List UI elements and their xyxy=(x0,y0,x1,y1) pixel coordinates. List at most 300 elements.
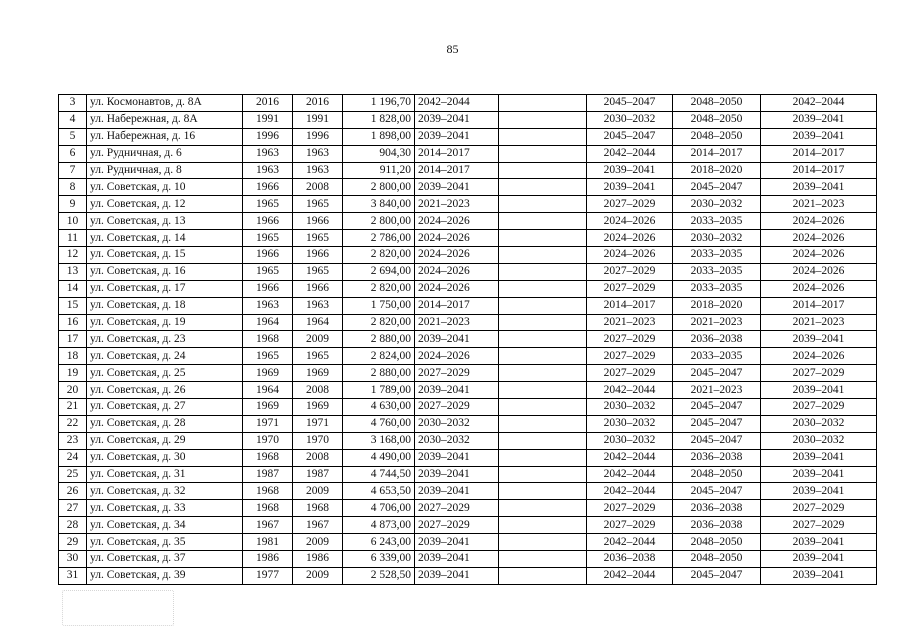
address-cell: ул. Советская, д. 12 xyxy=(87,196,243,213)
period-4-cell: 2048–2050 xyxy=(673,128,761,145)
period-5-cell: 2027–2029 xyxy=(761,500,877,517)
row-number-cell: 5 xyxy=(59,128,87,145)
period-2-cell xyxy=(499,399,587,416)
period-2-cell xyxy=(499,551,587,568)
period-5-cell: 2027–2029 xyxy=(761,399,877,416)
year-built-cell: 1963 xyxy=(243,145,293,162)
period-1-cell: 2024–2026 xyxy=(415,213,499,230)
year-built-cell: 1963 xyxy=(243,162,293,179)
row-number-cell: 26 xyxy=(59,483,87,500)
year-built-cell: 1966 xyxy=(243,179,293,196)
address-cell: ул. Советская, д. 37 xyxy=(87,551,243,568)
year-built-cell: 1981 xyxy=(243,534,293,551)
period-2-cell xyxy=(499,196,587,213)
period-2-cell xyxy=(499,348,587,365)
period-1-cell: 2027–2029 xyxy=(415,399,499,416)
year-built-cell: 1966 xyxy=(243,247,293,264)
period-2-cell xyxy=(499,280,587,297)
period-3-cell: 2027–2029 xyxy=(587,196,673,213)
year-commissioned-cell: 1963 xyxy=(293,162,343,179)
table-row xyxy=(59,365,877,382)
year-built-cell: 1965 xyxy=(243,196,293,213)
period-1-cell: 2039–2041 xyxy=(415,128,499,145)
year-commissioned-cell: 2008 xyxy=(293,449,343,466)
year-commissioned-cell: 1969 xyxy=(293,365,343,382)
period-5-cell: 2014–2017 xyxy=(761,162,877,179)
period-4-cell: 2045–2047 xyxy=(673,432,761,449)
area-cell: 1 196,70 xyxy=(343,95,415,112)
address-cell: ул. Советская, д. 35 xyxy=(87,534,243,551)
row-number-cell: 24 xyxy=(59,449,87,466)
period-1-cell: 2021–2023 xyxy=(415,196,499,213)
period-2-cell xyxy=(499,331,587,348)
period-5-cell: 2039–2041 xyxy=(761,567,877,584)
year-built-cell: 1987 xyxy=(243,466,293,483)
row-number-cell: 30 xyxy=(59,551,87,568)
row-number-cell: 17 xyxy=(59,331,87,348)
address-cell: ул. Рудничная, д. 8 xyxy=(87,162,243,179)
table-row xyxy=(59,551,877,568)
table-row xyxy=(59,415,877,432)
year-commissioned-cell: 2016 xyxy=(293,95,343,112)
year-commissioned-cell: 1965 xyxy=(293,263,343,280)
table-row xyxy=(59,399,877,416)
area-cell: 911,20 xyxy=(343,162,415,179)
period-1-cell: 2039–2041 xyxy=(415,534,499,551)
year-built-cell: 1977 xyxy=(243,567,293,584)
period-1-cell: 2027–2029 xyxy=(415,517,499,534)
table-row xyxy=(59,162,877,179)
period-1-cell: 2024–2026 xyxy=(415,263,499,280)
period-2-cell xyxy=(499,534,587,551)
table-row xyxy=(59,128,877,145)
row-number-cell: 31 xyxy=(59,567,87,584)
address-cell: ул. Советская, д. 16 xyxy=(87,263,243,280)
table-row xyxy=(59,382,877,399)
area-cell: 2 880,00 xyxy=(343,331,415,348)
table-row xyxy=(59,534,877,551)
period-5-cell: 2042–2044 xyxy=(761,95,877,112)
year-built-cell: 1965 xyxy=(243,230,293,247)
area-cell: 2 820,00 xyxy=(343,247,415,264)
year-commissioned-cell: 2009 xyxy=(293,534,343,551)
period-2-cell xyxy=(499,230,587,247)
period-4-cell: 2033–2035 xyxy=(673,247,761,264)
period-4-cell: 2045–2047 xyxy=(673,567,761,584)
period-3-cell: 2042–2044 xyxy=(587,567,673,584)
period-3-cell: 2024–2026 xyxy=(587,230,673,247)
period-1-cell: 2024–2026 xyxy=(415,247,499,264)
period-4-cell: 2036–2038 xyxy=(673,517,761,534)
period-5-cell: 2039–2041 xyxy=(761,128,877,145)
address-cell: ул. Советская, д. 17 xyxy=(87,280,243,297)
year-built-cell: 1968 xyxy=(243,483,293,500)
address-cell: ул. Советская, д. 24 xyxy=(87,348,243,365)
period-4-cell: 2033–2035 xyxy=(673,348,761,365)
area-cell: 2 800,00 xyxy=(343,179,415,196)
period-2-cell xyxy=(499,382,587,399)
period-2-cell xyxy=(499,162,587,179)
area-cell: 3 840,00 xyxy=(343,196,415,213)
year-commissioned-cell: 1966 xyxy=(293,213,343,230)
year-built-cell: 1968 xyxy=(243,331,293,348)
year-built-cell: 1996 xyxy=(243,128,293,145)
period-5-cell: 2021–2023 xyxy=(761,196,877,213)
area-cell: 2 694,00 xyxy=(343,263,415,280)
period-1-cell: 2024–2026 xyxy=(415,230,499,247)
year-built-cell: 2016 xyxy=(243,95,293,112)
row-number-cell: 23 xyxy=(59,432,87,449)
period-1-cell: 2039–2041 xyxy=(415,331,499,348)
year-built-cell: 1991 xyxy=(243,111,293,128)
row-number-cell: 12 xyxy=(59,247,87,264)
address-cell: ул. Советская, д. 27 xyxy=(87,399,243,416)
area-cell: 4 490,00 xyxy=(343,449,415,466)
row-number-cell: 4 xyxy=(59,111,87,128)
period-4-cell: 2048–2050 xyxy=(673,111,761,128)
row-number-cell: 27 xyxy=(59,500,87,517)
period-5-cell: 2024–2026 xyxy=(761,213,877,230)
row-number-cell: 9 xyxy=(59,196,87,213)
area-cell: 1 789,00 xyxy=(343,382,415,399)
year-commissioned-cell: 1970 xyxy=(293,432,343,449)
year-commissioned-cell: 2008 xyxy=(293,382,343,399)
period-3-cell: 2042–2044 xyxy=(587,534,673,551)
year-built-cell: 1969 xyxy=(243,365,293,382)
period-1-cell: 2027–2029 xyxy=(415,500,499,517)
year-built-cell: 1968 xyxy=(243,500,293,517)
address-cell: ул. Советская, д. 28 xyxy=(87,415,243,432)
table-row xyxy=(59,314,877,331)
period-1-cell: 2042–2044 xyxy=(415,95,499,112)
period-3-cell: 2030–2032 xyxy=(587,399,673,416)
period-5-cell: 2039–2041 xyxy=(761,331,877,348)
period-2-cell xyxy=(499,466,587,483)
row-number-cell: 21 xyxy=(59,399,87,416)
period-3-cell: 2045–2047 xyxy=(587,95,673,112)
period-2-cell xyxy=(499,432,587,449)
table-row xyxy=(59,517,877,534)
address-cell: ул. Советская, д. 10 xyxy=(87,179,243,196)
address-cell: ул. Набережная, д. 16 xyxy=(87,128,243,145)
year-built-cell: 1966 xyxy=(243,213,293,230)
period-1-cell: 2039–2041 xyxy=(415,466,499,483)
period-3-cell: 2027–2029 xyxy=(587,517,673,534)
year-built-cell: 1971 xyxy=(243,415,293,432)
year-built-cell: 1969 xyxy=(243,399,293,416)
period-1-cell: 2030–2032 xyxy=(415,432,499,449)
period-2-cell xyxy=(499,179,587,196)
area-cell: 2 880,00 xyxy=(343,365,415,382)
period-5-cell: 2039–2041 xyxy=(761,483,877,500)
row-number-cell: 8 xyxy=(59,179,87,196)
address-cell: ул. Советская, д. 13 xyxy=(87,213,243,230)
period-4-cell: 2018–2020 xyxy=(673,162,761,179)
table-row xyxy=(59,466,877,483)
area-cell: 4 873,00 xyxy=(343,517,415,534)
period-2-cell xyxy=(499,517,587,534)
year-commissioned-cell: 1986 xyxy=(293,551,343,568)
row-number-cell: 13 xyxy=(59,263,87,280)
table-row xyxy=(59,263,877,280)
period-3-cell: 2027–2029 xyxy=(587,348,673,365)
period-1-cell: 2014–2017 xyxy=(415,297,499,314)
year-built-cell: 1964 xyxy=(243,314,293,331)
area-cell: 6 339,00 xyxy=(343,551,415,568)
period-4-cell: 2045–2047 xyxy=(673,365,761,382)
table-row xyxy=(59,449,877,466)
period-5-cell: 2024–2026 xyxy=(761,230,877,247)
year-commissioned-cell: 1963 xyxy=(293,297,343,314)
address-cell: ул. Набережная, д. 8А xyxy=(87,111,243,128)
row-number-cell: 14 xyxy=(59,280,87,297)
table-row xyxy=(59,145,877,162)
period-1-cell: 2024–2026 xyxy=(415,348,499,365)
row-number-cell: 15 xyxy=(59,297,87,314)
period-3-cell: 2042–2044 xyxy=(587,382,673,399)
year-commissioned-cell: 1964 xyxy=(293,314,343,331)
table-row xyxy=(59,331,877,348)
period-1-cell: 2039–2041 xyxy=(415,179,499,196)
period-5-cell: 2027–2029 xyxy=(761,365,877,382)
address-cell: ул. Советская, д. 32 xyxy=(87,483,243,500)
area-cell: 1 750,00 xyxy=(343,297,415,314)
period-2-cell xyxy=(499,263,587,280)
period-5-cell: 2024–2026 xyxy=(761,263,877,280)
address-cell: ул. Советская, д. 23 xyxy=(87,331,243,348)
period-2-cell xyxy=(499,111,587,128)
period-2-cell xyxy=(499,415,587,432)
table-body xyxy=(59,95,877,585)
period-4-cell: 2021–2023 xyxy=(673,314,761,331)
year-commissioned-cell: 1966 xyxy=(293,247,343,264)
period-4-cell: 2018–2020 xyxy=(673,297,761,314)
period-2-cell xyxy=(499,567,587,584)
table-row xyxy=(59,213,877,230)
period-3-cell: 2021–2023 xyxy=(587,314,673,331)
period-5-cell: 2014–2017 xyxy=(761,145,877,162)
table-row xyxy=(59,483,877,500)
year-built-cell: 1968 xyxy=(243,449,293,466)
period-4-cell: 2036–2038 xyxy=(673,500,761,517)
row-number-cell: 25 xyxy=(59,466,87,483)
period-4-cell: 2021–2023 xyxy=(673,382,761,399)
period-3-cell: 2030–2032 xyxy=(587,415,673,432)
address-cell: ул. Советская, д. 19 xyxy=(87,314,243,331)
period-2-cell xyxy=(499,365,587,382)
period-4-cell: 2048–2050 xyxy=(673,466,761,483)
year-commissioned-cell: 1965 xyxy=(293,230,343,247)
period-1-cell: 2024–2026 xyxy=(415,280,499,297)
period-2-cell xyxy=(499,314,587,331)
row-number-cell: 18 xyxy=(59,348,87,365)
address-cell: ул. Советская, д. 29 xyxy=(87,432,243,449)
period-4-cell: 2033–2035 xyxy=(673,213,761,230)
address-cell: ул. Космонавтов, д. 8А xyxy=(87,95,243,112)
row-number-cell: 7 xyxy=(59,162,87,179)
row-number-cell: 6 xyxy=(59,145,87,162)
table-row xyxy=(59,179,877,196)
area-cell: 1 898,00 xyxy=(343,128,415,145)
housing-repair-schedule-table xyxy=(58,94,877,585)
period-2-cell xyxy=(499,500,587,517)
address-cell: ул. Советская, д. 15 xyxy=(87,247,243,264)
area-cell: 4 760,00 xyxy=(343,415,415,432)
period-3-cell: 2042–2044 xyxy=(587,449,673,466)
area-cell: 2 786,00 xyxy=(343,230,415,247)
period-3-cell: 2027–2029 xyxy=(587,263,673,280)
period-1-cell: 2014–2017 xyxy=(415,145,499,162)
period-3-cell: 2030–2032 xyxy=(587,432,673,449)
period-3-cell: 2042–2044 xyxy=(587,483,673,500)
period-2-cell xyxy=(499,95,587,112)
period-2-cell xyxy=(499,483,587,500)
year-built-cell: 1964 xyxy=(243,382,293,399)
row-number-cell: 19 xyxy=(59,365,87,382)
period-3-cell: 2039–2041 xyxy=(587,179,673,196)
table-row xyxy=(59,196,877,213)
period-1-cell: 2027–2029 xyxy=(415,365,499,382)
period-3-cell: 2027–2029 xyxy=(587,365,673,382)
table-row xyxy=(59,348,877,365)
row-number-cell: 20 xyxy=(59,382,87,399)
table-row xyxy=(59,567,877,584)
period-3-cell: 2024–2026 xyxy=(587,247,673,264)
year-built-cell: 1963 xyxy=(243,297,293,314)
table-row xyxy=(59,230,877,247)
year-commissioned-cell: 1965 xyxy=(293,348,343,365)
period-5-cell: 2030–2032 xyxy=(761,415,877,432)
period-1-cell: 2030–2032 xyxy=(415,415,499,432)
period-5-cell: 2014–2017 xyxy=(761,297,877,314)
period-5-cell: 2039–2041 xyxy=(761,111,877,128)
year-built-cell: 1965 xyxy=(243,263,293,280)
period-2-cell xyxy=(499,145,587,162)
area-cell: 1 828,00 xyxy=(343,111,415,128)
area-cell: 2 820,00 xyxy=(343,314,415,331)
year-commissioned-cell: 2009 xyxy=(293,483,343,500)
period-3-cell: 2042–2044 xyxy=(587,145,673,162)
row-number-cell: 10 xyxy=(59,213,87,230)
table-row xyxy=(59,95,877,112)
row-number-cell: 29 xyxy=(59,534,87,551)
period-5-cell: 2039–2041 xyxy=(761,534,877,551)
address-cell: ул. Советская, д. 26 xyxy=(87,382,243,399)
period-4-cell: 2048–2050 xyxy=(673,95,761,112)
period-1-cell: 2039–2041 xyxy=(415,567,499,584)
address-cell: ул. Советская, д. 34 xyxy=(87,517,243,534)
year-built-cell: 1967 xyxy=(243,517,293,534)
period-3-cell: 2024–2026 xyxy=(587,213,673,230)
period-4-cell: 2033–2035 xyxy=(673,263,761,280)
period-4-cell: 2048–2050 xyxy=(673,534,761,551)
scan-artifact xyxy=(62,590,174,626)
year-commissioned-cell: 1971 xyxy=(293,415,343,432)
address-cell: ул. Советская, д. 18 xyxy=(87,297,243,314)
period-2-cell xyxy=(499,128,587,145)
period-2-cell xyxy=(499,247,587,264)
period-2-cell xyxy=(499,297,587,314)
year-commissioned-cell: 2008 xyxy=(293,179,343,196)
period-5-cell: 2039–2041 xyxy=(761,382,877,399)
period-3-cell: 2030–2032 xyxy=(587,111,673,128)
period-5-cell: 2021–2023 xyxy=(761,314,877,331)
year-commissioned-cell: 1969 xyxy=(293,399,343,416)
year-commissioned-cell: 1987 xyxy=(293,466,343,483)
table-row xyxy=(59,280,877,297)
table-row xyxy=(59,500,877,517)
period-3-cell: 2014–2017 xyxy=(587,297,673,314)
address-cell: ул. Советская, д. 14 xyxy=(87,230,243,247)
year-commissioned-cell: 1967 xyxy=(293,517,343,534)
area-cell: 4 630,00 xyxy=(343,399,415,416)
area-cell: 2 528,50 xyxy=(343,567,415,584)
year-commissioned-cell: 1963 xyxy=(293,145,343,162)
area-cell: 2 824,00 xyxy=(343,348,415,365)
address-cell: ул. Советская, д. 30 xyxy=(87,449,243,466)
period-1-cell: 2039–2041 xyxy=(415,551,499,568)
area-cell: 6 243,00 xyxy=(343,534,415,551)
period-4-cell: 2045–2047 xyxy=(673,483,761,500)
period-1-cell: 2021–2023 xyxy=(415,314,499,331)
address-cell: ул. Советская, д. 25 xyxy=(87,365,243,382)
period-3-cell: 2036–2038 xyxy=(587,551,673,568)
year-commissioned-cell: 1965 xyxy=(293,196,343,213)
period-4-cell: 2033–2035 xyxy=(673,280,761,297)
area-cell: 3 168,00 xyxy=(343,432,415,449)
period-4-cell: 2045–2047 xyxy=(673,399,761,416)
table-row xyxy=(59,297,877,314)
period-5-cell: 2027–2029 xyxy=(761,517,877,534)
period-4-cell: 2036–2038 xyxy=(673,331,761,348)
period-5-cell: 2039–2041 xyxy=(761,551,877,568)
period-3-cell: 2027–2029 xyxy=(587,280,673,297)
address-cell: ул. Советская, д. 33 xyxy=(87,500,243,517)
period-2-cell xyxy=(499,449,587,466)
table-row xyxy=(59,247,877,264)
period-5-cell: 2024–2026 xyxy=(761,280,877,297)
period-1-cell: 2039–2041 xyxy=(415,483,499,500)
year-built-cell: 1965 xyxy=(243,348,293,365)
period-3-cell: 2042–2044 xyxy=(587,466,673,483)
row-number-cell: 16 xyxy=(59,314,87,331)
area-cell: 4 653,50 xyxy=(343,483,415,500)
area-cell: 904,30 xyxy=(343,145,415,162)
period-4-cell: 2048–2050 xyxy=(673,551,761,568)
row-number-cell: 3 xyxy=(59,95,87,112)
period-3-cell: 2027–2029 xyxy=(587,331,673,348)
period-5-cell: 2039–2041 xyxy=(761,466,877,483)
page-number: 85 xyxy=(446,42,459,56)
period-3-cell: 2039–2041 xyxy=(587,162,673,179)
area-cell: 4 744,50 xyxy=(343,466,415,483)
year-built-cell: 1966 xyxy=(243,280,293,297)
area-cell: 2 820,00 xyxy=(343,280,415,297)
period-4-cell: 2045–2047 xyxy=(673,179,761,196)
period-1-cell: 2039–2041 xyxy=(415,449,499,466)
address-cell: ул. Советская, д. 31 xyxy=(87,466,243,483)
period-1-cell: 2039–2041 xyxy=(415,111,499,128)
period-4-cell: 2014–2017 xyxy=(673,145,761,162)
period-1-cell: 2014–2017 xyxy=(415,162,499,179)
row-number-cell: 28 xyxy=(59,517,87,534)
period-4-cell: 2045–2047 xyxy=(673,415,761,432)
period-5-cell: 2030–2032 xyxy=(761,432,877,449)
period-5-cell: 2024–2026 xyxy=(761,348,877,365)
period-5-cell: 2039–2041 xyxy=(761,179,877,196)
year-built-cell: 1970 xyxy=(243,432,293,449)
period-5-cell: 2024–2026 xyxy=(761,247,877,264)
